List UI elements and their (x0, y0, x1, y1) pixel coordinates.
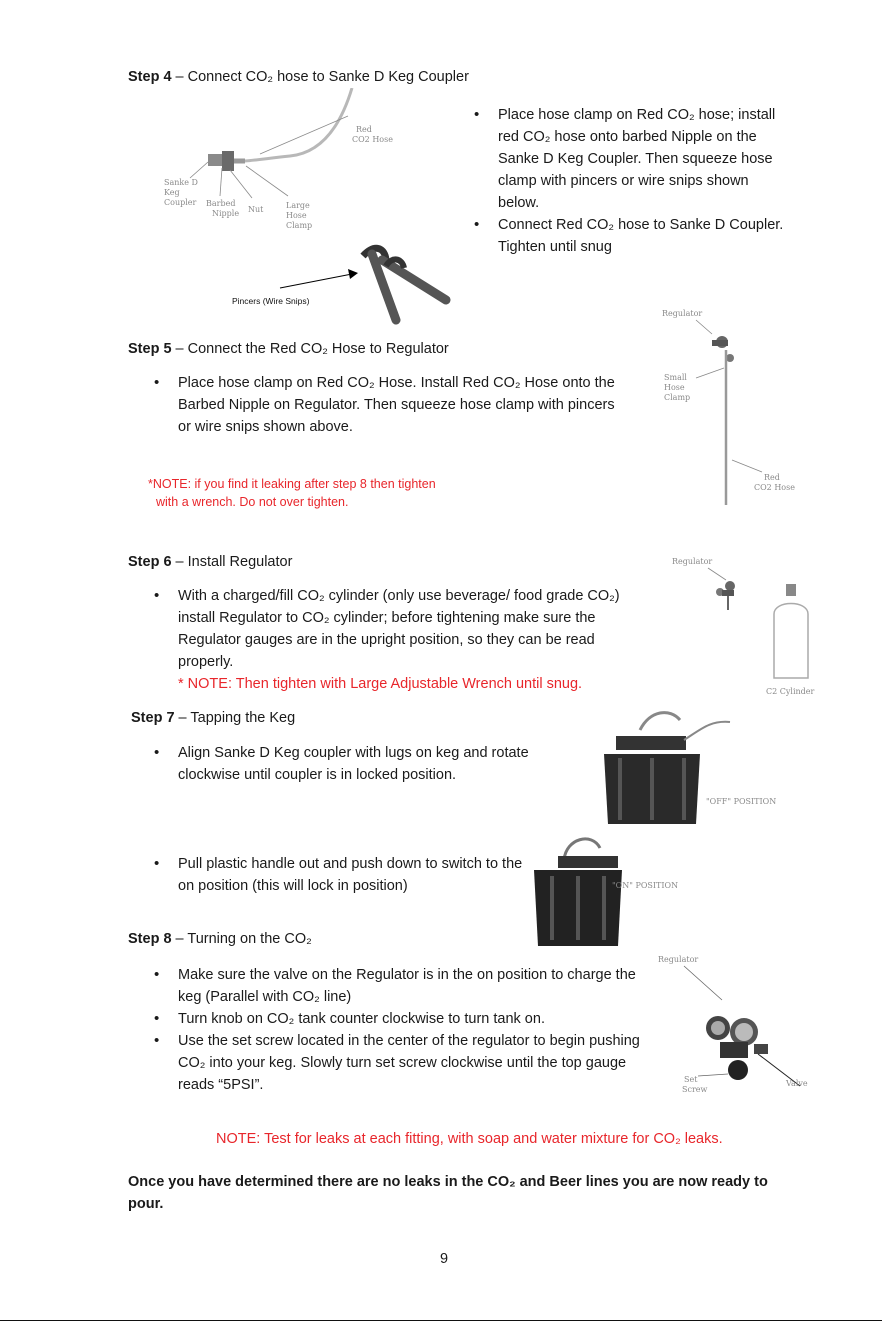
label-sanke-3: Coupler (164, 198, 197, 207)
step5-bullet-1: • Place hose clamp on Red CO₂ Hose. Install Red CO₂ Hose onto the Barbed Nipple on Regulator. Then squeeze hose clamp with pincers or wire snips shown above. (152, 372, 616, 438)
step5-note-1: *NOTE: if you find it leaking after step 8 then tighten (148, 477, 436, 491)
label-sanke-1: Sanke D (164, 178, 198, 187)
label-red-hose-2: CO2 Hose (754, 483, 795, 492)
page-bottom-rule (0, 1320, 882, 1321)
step6-heading: Step 6 – Install Regulator (128, 554, 293, 570)
step4-heading: Step 4 – Connect CO₂ hose to Sanke D Keg Coupler (128, 69, 469, 85)
label-nut: Nut (248, 205, 264, 214)
set-screw-icon (728, 1060, 748, 1080)
regulator-cylinder-diagram (660, 548, 850, 708)
valve-icon (754, 1044, 768, 1054)
step6-bullet-1: • With a charged/fill CO₂ cylinder (only use beverage/ food grade CO₂) install Regulator to CO₂ cylinder; before tightening make sure the Regulator gauges are in the upright position, so they can be read properly. (152, 585, 652, 673)
pincers-icon (363, 248, 446, 320)
label-regulator-8: Regulator (658, 955, 699, 964)
step4-bullet-1: • Place hose clamp on Red CO₂ hose; install red CO₂ hose onto barbed Nipple on the Sanke D Keg Coupler. Then squeeze hose clamp with pincers or wire snips shown below. (472, 104, 792, 214)
leak-note: NOTE: Test for leaks at each fitting, with soap and water mixture for CO₂ leaks. (216, 1131, 723, 1147)
label-off-position: "OFF" POSITION (706, 797, 777, 806)
keg-coupler-on-diagram (530, 828, 710, 950)
label-large-clamp-3: Clamp (286, 221, 313, 230)
label-small-clamp-2: Hose (664, 383, 685, 392)
label-sanke-2: Keg (164, 188, 180, 197)
step8-bullet-1: • Make sure the valve on the Regulator is in the on position to charge the keg (Parallel with CO₂ line) (152, 964, 642, 1008)
label-set-screw-2: Screw (682, 1085, 708, 1094)
label-valve: Valve (786, 1079, 808, 1088)
label-regulator: Regulator (662, 309, 703, 318)
step7-bullets-a (152, 742, 552, 786)
regulator-valve-diagram (650, 948, 822, 1112)
step8-bullets (152, 964, 642, 1096)
label-red-hose-1: Red (764, 473, 780, 482)
step7-bullet-1: • Align Sanke D Keg coupler with lugs on keg and rotate clockwise until coupler is in locked position. (152, 742, 552, 786)
nut-part (222, 151, 234, 171)
step6-note: * NOTE: Then tighten with Large Adjustable Wrench until snug. (178, 676, 583, 692)
coupler-on-icon (558, 856, 618, 868)
label-red-co2-hose-1: Red (356, 125, 372, 134)
step5-note-2: with a wrench. Do not over tighten. (156, 495, 349, 509)
label-large-clamp-1: Large (286, 201, 310, 210)
step4-bullet-2: • Connect Red CO₂ hose to Sanke D Coupler. Tighten until snug (472, 214, 792, 258)
co2-cylinder-icon (774, 604, 808, 679)
label-set-screw-1: Set (684, 1075, 698, 1084)
label-pincers: Pincers (Wire Snips) (232, 296, 310, 306)
step8-bullet-2: • Turn knob on CO₂ tank counter clockwise to turn tank on. (152, 1008, 642, 1030)
regulator-hose-diagram (650, 300, 800, 512)
coupler-part (208, 154, 222, 166)
label-barbed-2: Nipple (212, 209, 240, 218)
label-on-position: "ON" POSITION (612, 881, 679, 890)
label-small-clamp-1: Small (664, 373, 687, 382)
step7-bullet-2: • Pull plastic handle out and push down to switch to the on position (this will lock in position) (152, 853, 532, 897)
label-large-clamp-2: Hose (286, 211, 307, 220)
keg-coupler-off-diagram (580, 700, 780, 828)
page-number: 9 (440, 1251, 449, 1267)
label-cylinder: C2 Cylinder (766, 687, 815, 696)
hose-coupler-diagram (160, 88, 460, 338)
step6-bullets (152, 585, 652, 673)
step7-heading: Step 7 – Tapping the Keg (131, 710, 296, 726)
step7-bullets-b (152, 853, 532, 897)
label-barbed-1: Barbed (206, 199, 236, 208)
label-regulator-6: Regulator (672, 557, 713, 566)
closing-statement: Once you have determined there are no leaks in the CO₂ and Beer lines you are now ready to pour. (128, 1174, 768, 1212)
step8-heading: Step 8 – Turning on the CO₂ (128, 931, 312, 947)
label-small-clamp-3: Clamp (664, 393, 691, 402)
label-red-co2-hose-2: CO2 Hose (352, 135, 393, 144)
step5-bullets (152, 372, 616, 438)
step4-bullets (472, 104, 792, 258)
step5-heading: Step 5 – Connect the Red CO₂ Hose to Regulator (128, 341, 449, 357)
step8-bullet-3: • Use the set screw located in the center of the regulator to begin pushing CO₂ into your keg. Slowly turn set screw clockwise until the top gauge reads “5PSI”. (152, 1030, 642, 1096)
coupler-off-icon (616, 736, 686, 750)
